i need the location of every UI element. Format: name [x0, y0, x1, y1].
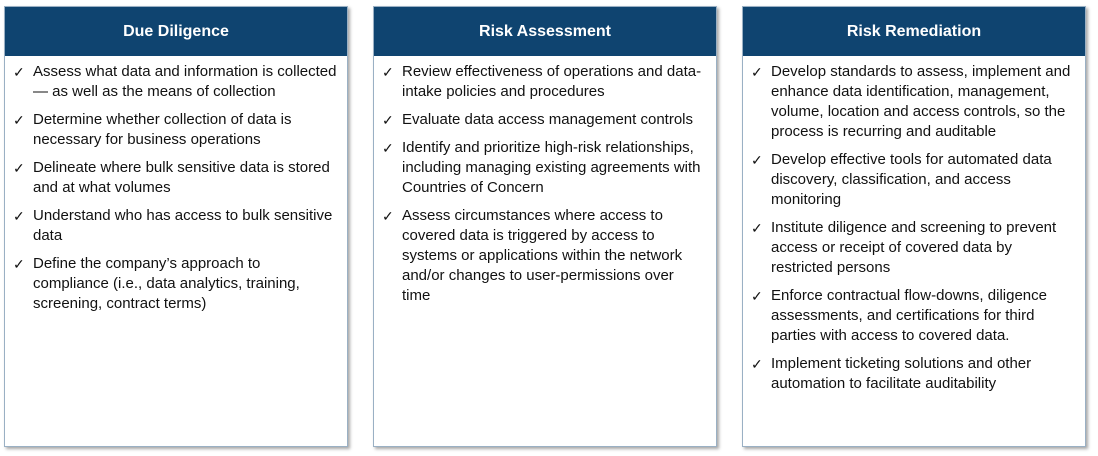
list-item — [13, 254, 337, 314]
check-icon: ✓ — [382, 140, 394, 156]
column-header: Risk Assessment — [374, 7, 716, 56]
check-icon: ✓ — [13, 256, 25, 272]
item-text: Enforce contractual flow-downs, diligence assessments, and certifications for third parties with access to covered data. — [771, 287, 1047, 344]
list-item — [13, 206, 337, 246]
check-icon: ✓ — [751, 356, 763, 372]
check-icon: ✓ — [13, 160, 25, 176]
item-text: Assess circumstances where access to covered data is triggered by access to systems or applications within the network and/or changes to user-permissions over time — [402, 207, 683, 304]
item-text: Evaluate data access management controls — [402, 111, 693, 128]
item-text: Implement ticketing solutions and other automation to facilitate auditability — [771, 355, 1032, 392]
list-item — [13, 110, 337, 150]
check-icon: ✓ — [13, 112, 25, 128]
check-icon: ✓ — [382, 64, 394, 80]
item-text: Assess what data and information is collected — as well as the means of collection — [33, 63, 337, 100]
risk-assessment-column — [373, 6, 717, 447]
check-icon: ✓ — [13, 208, 25, 224]
list-item — [13, 62, 337, 102]
list-item — [751, 354, 1075, 394]
item-text: Develop standards to assess, implement and enhance data identification, management, volume, location and access controls, so the process is recurring and auditable — [771, 63, 1071, 140]
due-diligence-column — [4, 6, 348, 447]
list-item — [382, 138, 706, 198]
check-icon: ✓ — [13, 64, 25, 80]
check-icon: ✓ — [382, 208, 394, 224]
item-text: Review effectiveness of operations and data-intake policies and procedures — [402, 63, 702, 100]
check-icon: ✓ — [751, 220, 763, 236]
item-text: Determine whether collection of data is necessary for business operations — [33, 111, 292, 148]
item-text: Define the company’s approach to compliance (i.e., data analytics, training, screening, contract terms) — [33, 255, 300, 312]
check-icon: ✓ — [751, 152, 763, 168]
list-item — [751, 62, 1075, 142]
list-item — [382, 206, 706, 306]
list-item — [751, 150, 1075, 210]
list-item — [751, 286, 1075, 346]
list-item — [382, 62, 706, 102]
check-icon: ✓ — [751, 64, 763, 80]
list-item — [751, 218, 1075, 278]
list-item — [382, 110, 706, 130]
item-text: Identify and prioritize high-risk relationships, including managing existing agreements with Countries of Concern — [402, 139, 701, 196]
item-text: Institute diligence and screening to prevent access or receipt of covered data by restricted persons — [771, 219, 1057, 276]
item-text: Delineate where bulk sensitive data is stored and at what volumes — [33, 159, 330, 196]
check-icon: ✓ — [382, 112, 394, 128]
item-list — [743, 56, 1085, 394]
item-list — [5, 56, 347, 314]
column-header: Due Diligence — [5, 7, 347, 56]
column-header: Risk Remediation — [743, 7, 1085, 56]
list-item — [13, 158, 337, 198]
item-text: Develop effective tools for automated data discovery, classification, and access monitoring — [771, 151, 1052, 208]
item-list — [374, 56, 716, 306]
check-icon: ✓ — [751, 288, 763, 304]
risk-remediation-column — [742, 6, 1086, 447]
item-text: Understand who has access to bulk sensitive data — [33, 207, 333, 244]
